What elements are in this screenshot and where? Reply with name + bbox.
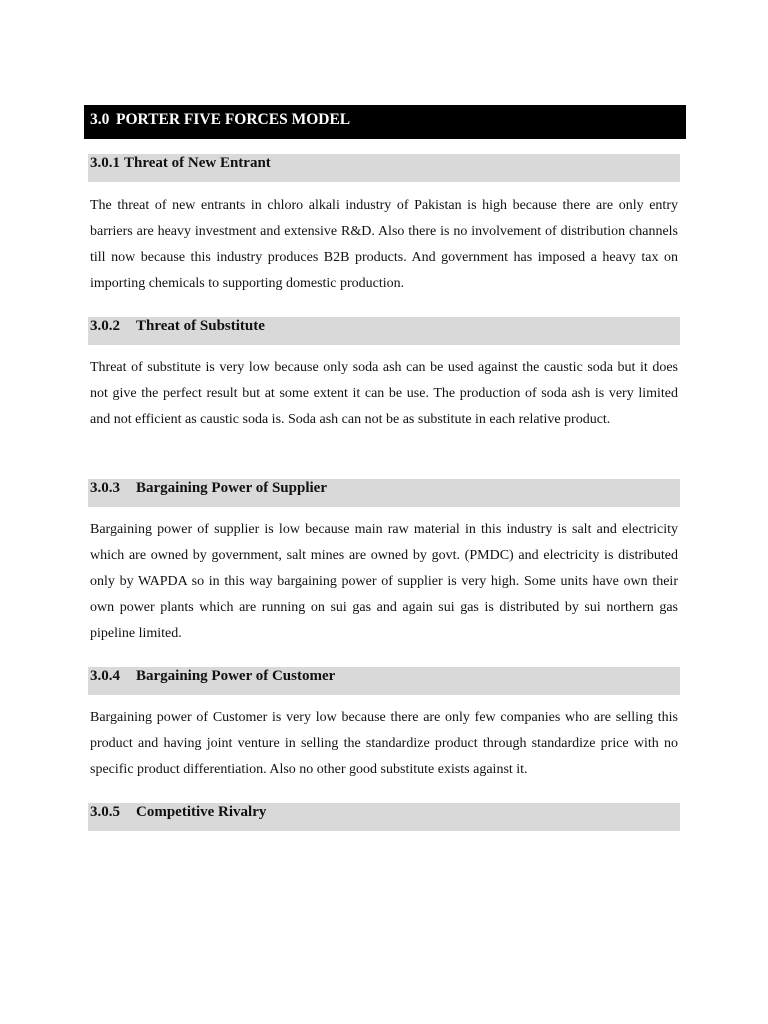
section-number: 3.0.5 xyxy=(90,804,120,820)
section-title: Threat of Substitute xyxy=(136,318,265,334)
section-body-supplier-power: Bargaining power of supplier is low because main raw material in this industry is salt and electricity which are owned by government, salt mines are owned by govt. (PMDC) and electricity is distributed only by WAPDA so in this way bargaining power of supplier is very high. Some units have own their own power plants which are running on sui gas and again sui gas is distributed by sui northern gas pipeline limited. xyxy=(90,522,678,641)
section-number: 3.0.2 xyxy=(90,318,120,334)
section-heading-substitute xyxy=(88,317,680,345)
section-heading-new-entrant xyxy=(88,154,680,182)
section-heading-customer-power xyxy=(88,667,680,695)
section-title: Bargaining Power of Customer xyxy=(136,668,336,684)
section-body-substitute: Threat of substitute is very low because only soda ash can be used against the caustic soda but it does not give the perfect result but at some extent it can be use. The production of soda ash is very limited and not efficient as caustic soda is. Soda ash can not be as substitute in each relative product. xyxy=(90,360,678,427)
section-number: 3.0.4 xyxy=(90,668,120,684)
section-number: 3.0.1 xyxy=(90,155,120,171)
section-title: Threat of New Entrant xyxy=(124,155,271,171)
section-number: 3.0.3 xyxy=(90,480,120,496)
section-body-customer-power: Bargaining power of Customer is very low because there are only few companies who are selling this product and having joint venture in selling the standardize product through standardize price with no specific product differentiation. Also no other good substitute exists against it. xyxy=(90,710,678,777)
section-heading-supplier-power xyxy=(88,479,680,507)
section-title: Competitive Rivalry xyxy=(136,804,267,820)
section-heading-competitive-rivalry xyxy=(88,803,680,831)
main-heading-number: 3.0 xyxy=(90,111,110,128)
main-heading xyxy=(84,105,686,139)
main-heading-title: PORTER FIVE FORCES MODEL xyxy=(116,111,351,128)
section-body-new-entrant: The threat of new entrants in chloro alkali industry of Pakistan is high because there are only entry barriers are heavy investment and extensive R&D. Also there is no involvement of distribution channels till now because this industry produces B2B products. And government has imposed a heavy tax on importing chemicals to supporting domestic production. xyxy=(90,198,678,291)
section-title: Bargaining Power of Supplier xyxy=(136,480,327,496)
